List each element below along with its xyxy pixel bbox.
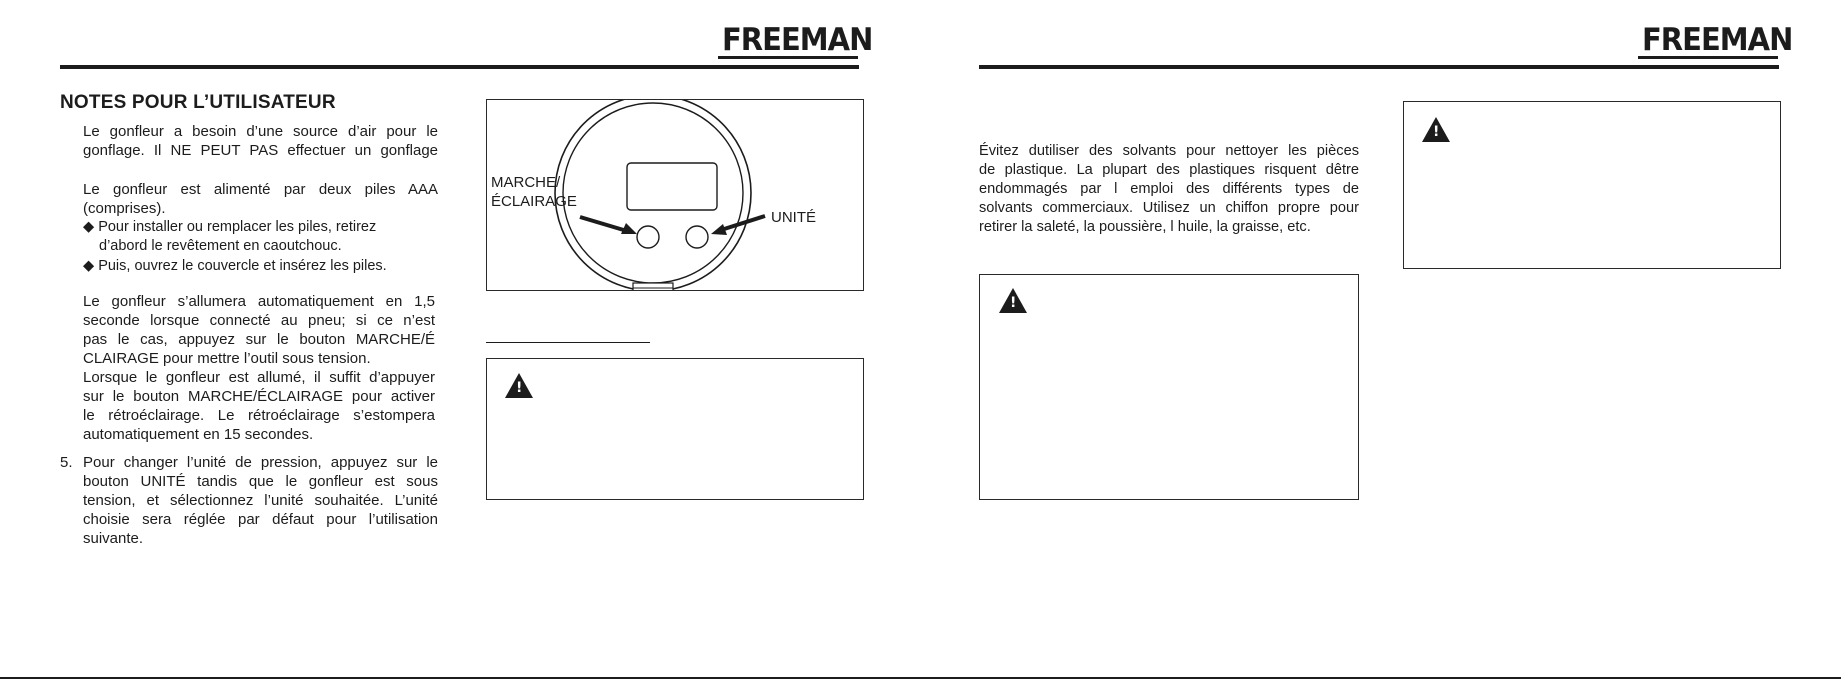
paragraph-cleaning — [979, 142, 1359, 237]
footer-rule — [0, 677, 1841, 679]
paragraph-line: Évitez dutiliser des solvants pour nettoyer les pièces — [979, 143, 1359, 159]
paragraph-line: Pour changer l’unité de pression, appuyez sur le — [83, 454, 438, 471]
bullet-text: d’abord le revêtement en caoutchouc. — [99, 237, 342, 254]
paragraph-auto-on — [83, 292, 435, 444]
header-rule-right — [979, 65, 1779, 69]
warning-box-right — [1403, 101, 1781, 269]
section-heading: NOTES POUR L’UTILISATEUR — [60, 92, 336, 113]
warning-triangle-icon — [1422, 117, 1450, 142]
diamond-bullet-icon: ◆ — [83, 219, 95, 235]
on-light-button-label — [491, 173, 577, 211]
bullet-text: Pour installer ou remplacer les piles, retirez — [98, 219, 377, 235]
paragraph-line: retirer la saleté, la poussière, l huile, la graisse, etc. — [979, 219, 1311, 235]
unit-button-label: UNITÉ — [771, 209, 816, 226]
paragraph-line: CLAIRAGE pour mettre l’outil sous tension. — [83, 350, 371, 367]
paragraph-line: Le gonfleur a besoin d’une source d’air pour le — [83, 123, 438, 140]
list-number: 5. — [60, 454, 73, 471]
brand-logo-right — [1638, 20, 1793, 59]
paragraph-air-source — [83, 122, 438, 160]
gauge-figure — [486, 99, 864, 291]
paragraph-line: tension, et sélectionnez l’unité souhaitée. L’unité — [83, 492, 438, 509]
paragraph-line: le rétroéclairage. Le rétroéclairage s’estompera — [83, 407, 435, 424]
header-rule-left — [60, 65, 859, 69]
paragraph-line: sur le bouton MARCHE/ÉCLAIRAGE pour activer — [83, 388, 435, 405]
brand-logo-left — [718, 20, 873, 59]
paragraph-line: automatiquement en 15 secondes. — [83, 426, 314, 443]
warning-triangle-icon — [505, 373, 533, 398]
paragraph-line: Le gonfleur s’allumera automatiquement en 1,5 — [83, 293, 435, 310]
warning-triangle-icon — [999, 288, 1027, 313]
paragraph-change-unit — [83, 453, 438, 548]
warning-box-middle — [979, 274, 1359, 500]
brand-logo-text: FREEMAN — [1642, 20, 1793, 58]
paragraph-batteries — [83, 180, 438, 218]
brand-logo-text: FREEMAN — [722, 20, 873, 58]
paragraph-line: solvants commerciaux. Utilisez un chiffon propre pour — [979, 200, 1359, 216]
label-line: ÉCLAIRAGE — [491, 193, 577, 210]
paragraph-line: pas le cas, appuyez sur le bouton MARCHE/É — [83, 331, 435, 348]
paragraph-line: suivante. — [83, 530, 144, 547]
paragraph-line: gonflage. Il NE PEUT PAS effectuer un gonflage — [83, 142, 438, 159]
paragraph-line: bouton UNITÉ tandis que le gonfleur est sous — [83, 473, 438, 490]
paragraph-line: Lorsque le gonfleur est allumé, il suffit d’appuyer — [83, 369, 435, 386]
paragraph-line: Le gonfleur est alimenté par deux piles AAA — [83, 181, 438, 198]
bullet-open-cover — [83, 257, 438, 276]
diamond-bullet-icon: ◆ — [83, 258, 95, 274]
warning-box-left — [486, 358, 864, 500]
paragraph-line: (comprises). — [83, 200, 166, 217]
paragraph-line: seconde lorsque connecté au pneu; si ce n’est — [83, 312, 435, 329]
paragraph-line: de plastique. La plupart des plastiques risquent dêtre — [979, 162, 1359, 178]
bullet-text: Puis, ouvrez le couvercle et insérez les piles. — [98, 258, 387, 274]
bullet-install-batteries — [83, 218, 438, 255]
label-line: MARCHE/ — [491, 174, 561, 191]
paragraph-line: choisie sera réglée par défaut pour l’utilisation — [83, 511, 438, 528]
paragraph-line: endommagés par l emploi des différents types de — [979, 181, 1359, 197]
section-underline — [486, 342, 650, 343]
